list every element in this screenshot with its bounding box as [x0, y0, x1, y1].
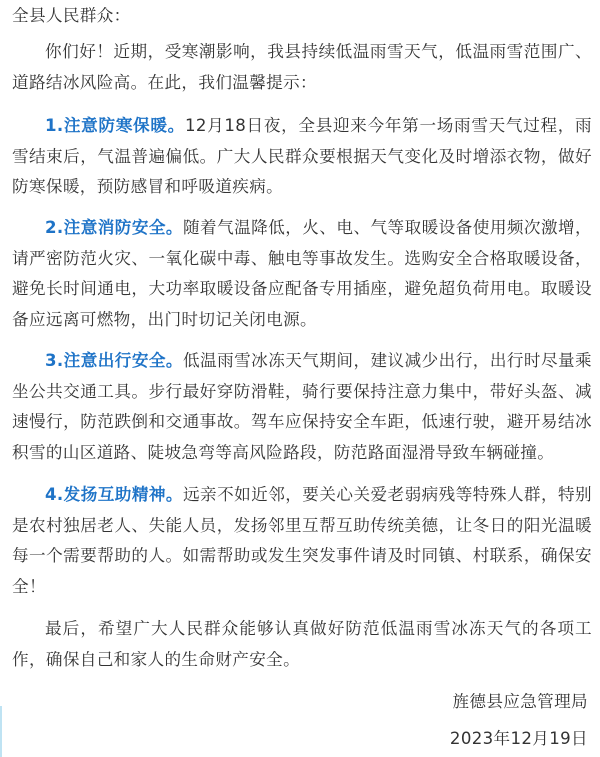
- intro-paragraph: 你们好！近期，受寒潮影响，我县持续低温雨雪天气，低温雨雪范围广、道路结冰风险高。在此，我们温馨提示：: [12, 42, 592, 92]
- tip-heading-4: 4.发扬互助精神。: [45, 485, 183, 504]
- tip-body-1: 12月18日夜，全县迎来今年第一场雨雪天气过程，雨雪结束后，气温普遍偏低。广大人民群众要根据天气变化及时增添衣物，做好防寒保暖，预防感冒和呼吸道疾病。: [12, 116, 593, 196]
- tip-paragraph-3: [12, 346, 592, 468]
- tip-heading-1: 1.注意防寒保暖。: [45, 116, 185, 135]
- left-edge-bar: [0, 706, 2, 757]
- date: 2023年12月19日: [449, 729, 588, 748]
- tip-body-2: 随着气温降低，火、电、气等取暖设备使用频次激增，请严密防范火灾、一氧化碳中毒、触电等事故发生。选购安全合格取暖设备，避免长时间通电，大功率取暖设备应配备专用插座，避免超负荷用电。取暖设备应远离可燃物，出门时切记关闭电源。: [12, 218, 592, 329]
- tip-heading-3: 3.注意出行安全。: [45, 351, 183, 370]
- closing-paragraph: 最后，希望广大人民群众能够认真做好防范低温雨雪冰冻天气的各项工作，确保自己和家人的生命财产安全。: [12, 619, 592, 669]
- greeting: 全县人民群众：: [12, 6, 131, 25]
- tip-heading-2: 2.注意消防安全。: [45, 218, 183, 237]
- tip-paragraph-2: [12, 213, 592, 335]
- tip-paragraph-4: [12, 480, 592, 602]
- signature: 旌德县应急管理局: [452, 692, 588, 711]
- tip-body-3: 低温雨雪冰冻天气期间，建议减少出行，出行时尽量乘坐公共交通工具。步行最好穿防滑鞋，骑行要保持注意力集中，带好头盔、减速慢行，防范跌倒和交通事故。驾车应保持安全车距，低速行驶，避开易结冰积雪的山区道路、陡坡急弯等高风险路段，防范路面湿滑导致车辆碰撞。: [12, 351, 592, 462]
- tip-body-4: 远亲不如近邻，要关心关爱老弱病残等特殊人群，特别是农村独居老人、失能人员，发扬邻里互帮互助传统美德，让冬日的阳光温暖每一个需要帮助的人。如需帮助或发生突发事件请及时同镇、村联系，确保安全！: [12, 485, 592, 596]
- tip-paragraph-1: [12, 111, 592, 203]
